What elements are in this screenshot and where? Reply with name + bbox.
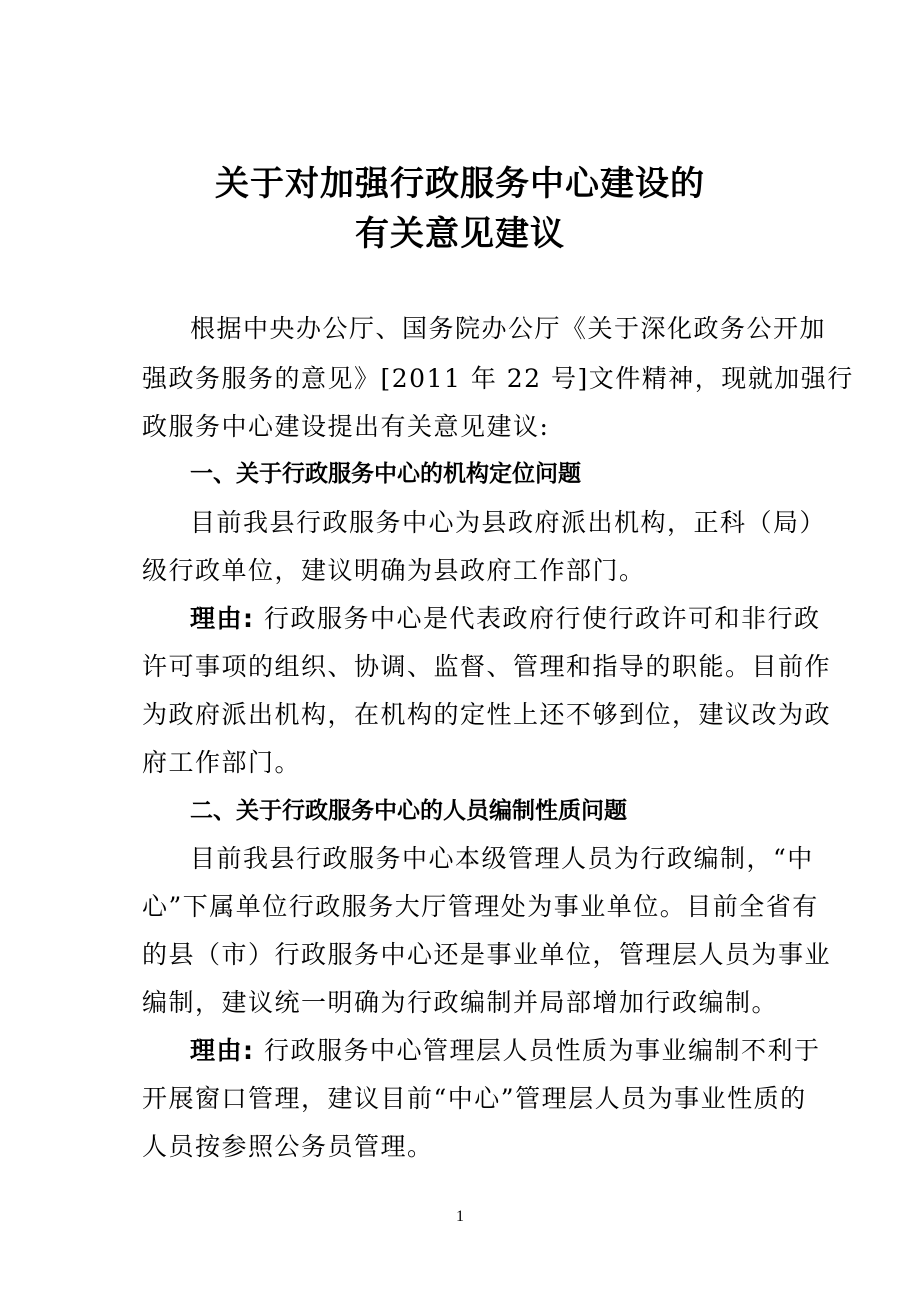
section-2-reason-line-1 xyxy=(190,1034,821,1068)
section-1-paragraph-line-2: 级行政单位，建议明确为县政府工作部门。 xyxy=(142,556,646,585)
section-1-paragraph-line-1: 目前我县行政服务中心为县政府派出机构，正科（局） xyxy=(190,508,827,537)
section-2-paragraph-line-2: 心”下属单位行政服务大厅管理处为事业单位。目前全省有 xyxy=(142,892,819,921)
intro-line-2: 强政务服务的意见》[2011 年 22 号]文件精神，现就加强行 xyxy=(142,364,854,393)
section-2-reason-line-2: 开展窗口管理，建议目前“中心”管理层人员为事业性质的 xyxy=(142,1084,807,1113)
section-2-paragraph-line-1: 目前我县行政服务中心本级管理人员为行政编制，“中 xyxy=(190,844,814,873)
reason-text: 行政服务中心是代表政府行使行政许可和非行政 xyxy=(254,604,821,633)
intro-line-3: 政服务中心建设提出有关意见建议: xyxy=(142,412,550,441)
section-1-reason-line-4: 府工作部门。 xyxy=(142,748,302,777)
intro-line-1: 根据中央办公厅、国务院办公厅《关于深化政务公开加 xyxy=(190,314,827,343)
document-title-line-1: 关于对加强行政服务中心建设的 xyxy=(215,164,705,204)
section-2-paragraph-line-3: 的县（市）行政服务中心还是事业单位，管理层人员为事业 xyxy=(142,940,832,969)
section-1-reason-line-2: 许可事项的组织、协调、监督、管理和指导的职能。目前作 xyxy=(142,652,832,681)
section-2-heading: 二、关于行政服务中心的人员编制性质问题 xyxy=(190,798,627,824)
section-1-heading: 一、关于行政服务中心的机构定位问题 xyxy=(190,461,581,487)
document-title-line-2: 有关意见建议 xyxy=(355,214,565,254)
section-1-reason-line-3: 为政府派出机构，在机构的定性上还不够到位，建议改为政 xyxy=(142,700,832,729)
section-2-paragraph-line-4: 编制，建议统一明确为行政编制并局部增加行政编制。 xyxy=(142,988,779,1017)
section-1-reason-line-1 xyxy=(190,602,821,636)
section-2-reason-line-3: 人员按参照公务员管理。 xyxy=(142,1132,434,1161)
page-number: 1 xyxy=(456,1208,464,1225)
reason-label: 理由: xyxy=(190,604,255,633)
reason-text: 行政服务中心管理层人员性质为事业编制不利于 xyxy=(254,1036,821,1065)
reason-label: 理由: xyxy=(190,1036,255,1065)
